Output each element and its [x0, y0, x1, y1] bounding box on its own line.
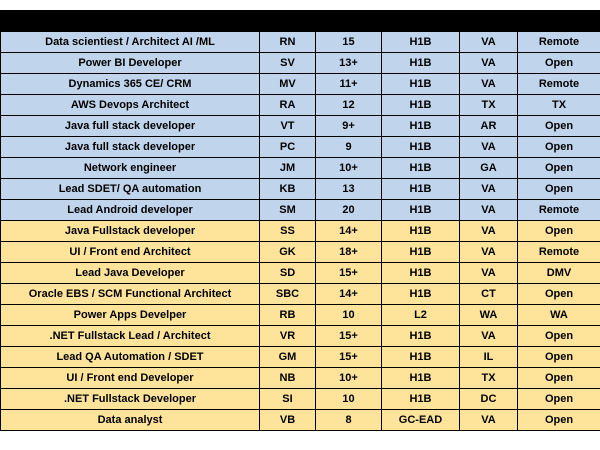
table-row: [1, 389, 600, 410]
state-cell: IL: [460, 347, 518, 368]
experience-cell: 10: [316, 305, 382, 326]
state-cell: TX: [460, 368, 518, 389]
state-cell: VA: [460, 137, 518, 158]
state-cell: VA: [460, 32, 518, 53]
visa-cell: H1B: [382, 116, 460, 137]
location-cell: Open: [518, 368, 600, 389]
table-row: [1, 95, 600, 116]
role-cell: Power BI Developer: [1, 53, 260, 74]
table-row: [1, 368, 600, 389]
state-cell: VA: [460, 53, 518, 74]
role-cell: .NET Fullstack Developer: [1, 389, 260, 410]
header-cell-visa: [382, 11, 460, 32]
location-cell: Open: [518, 326, 600, 347]
experience-cell: 10: [316, 389, 382, 410]
initials-cell: SI: [260, 389, 316, 410]
experience-cell: 15+: [316, 326, 382, 347]
state-cell: VA: [460, 242, 518, 263]
initials-cell: RB: [260, 305, 316, 326]
initials-cell: NB: [260, 368, 316, 389]
visa-cell: H1B: [382, 284, 460, 305]
initials-cell: VR: [260, 326, 316, 347]
experience-cell: 8: [316, 410, 382, 431]
initials-cell: VT: [260, 116, 316, 137]
role-cell: UI / Front end Architect: [1, 242, 260, 263]
location-cell: WA: [518, 305, 600, 326]
table-row: [1, 284, 600, 305]
state-cell: CT: [460, 284, 518, 305]
visa-cell: GC-EAD: [382, 410, 460, 431]
header-cell-location: [518, 11, 600, 32]
initials-cell: KB: [260, 179, 316, 200]
visa-cell: L2: [382, 305, 460, 326]
location-cell: Open: [518, 410, 600, 431]
table-row: [1, 53, 600, 74]
table-row: [1, 326, 600, 347]
header-cell-experience: [316, 11, 382, 32]
visa-cell: H1B: [382, 389, 460, 410]
visa-cell: H1B: [382, 32, 460, 53]
visa-cell: H1B: [382, 95, 460, 116]
candidate-table: [0, 10, 600, 431]
experience-cell: 20: [316, 200, 382, 221]
initials-cell: SV: [260, 53, 316, 74]
visa-cell: H1B: [382, 200, 460, 221]
table-row: [1, 32, 600, 53]
role-cell: Dynamics 365 CE/ CRM: [1, 74, 260, 95]
location-cell: Open: [518, 53, 600, 74]
experience-cell: 14+: [316, 221, 382, 242]
candidate-table-container: [0, 10, 600, 431]
role-cell: Power Apps Develper: [1, 305, 260, 326]
location-cell: TX: [518, 95, 600, 116]
experience-cell: 9: [316, 137, 382, 158]
visa-cell: H1B: [382, 137, 460, 158]
role-cell: Java full stack developer: [1, 116, 260, 137]
header-row: [1, 11, 600, 32]
location-cell: Open: [518, 116, 600, 137]
role-cell: Oracle EBS / SCM Functional Architect: [1, 284, 260, 305]
experience-cell: 13: [316, 179, 382, 200]
initials-cell: RA: [260, 95, 316, 116]
role-cell: Lead Android developer: [1, 200, 260, 221]
initials-cell: VB: [260, 410, 316, 431]
initials-cell: MV: [260, 74, 316, 95]
state-cell: VA: [460, 263, 518, 284]
initials-cell: PC: [260, 137, 316, 158]
role-cell: UI / Front end Developer: [1, 368, 260, 389]
table-row: [1, 200, 600, 221]
initials-cell: RN: [260, 32, 316, 53]
table-row: [1, 347, 600, 368]
initials-cell: GK: [260, 242, 316, 263]
table-row: [1, 305, 600, 326]
experience-cell: 14+: [316, 284, 382, 305]
table-row: [1, 137, 600, 158]
state-cell: VA: [460, 74, 518, 95]
location-cell: Open: [518, 347, 600, 368]
visa-cell: H1B: [382, 74, 460, 95]
experience-cell: 9+: [316, 116, 382, 137]
experience-cell: 15: [316, 32, 382, 53]
role-cell: .NET Fullstack Lead / Architect: [1, 326, 260, 347]
state-cell: VA: [460, 179, 518, 200]
visa-cell: H1B: [382, 242, 460, 263]
experience-cell: 10+: [316, 158, 382, 179]
location-cell: DMV: [518, 263, 600, 284]
location-cell: Remote: [518, 74, 600, 95]
visa-cell: H1B: [382, 221, 460, 242]
experience-cell: 18+: [316, 242, 382, 263]
visa-cell: H1B: [382, 326, 460, 347]
experience-cell: 13+: [316, 53, 382, 74]
visa-cell: H1B: [382, 158, 460, 179]
state-cell: VA: [460, 326, 518, 347]
visa-cell: H1B: [382, 368, 460, 389]
experience-cell: 12: [316, 95, 382, 116]
table-row: [1, 410, 600, 431]
location-cell: Open: [518, 137, 600, 158]
location-cell: Remote: [518, 242, 600, 263]
initials-cell: GM: [260, 347, 316, 368]
table-body: [1, 32, 600, 431]
state-cell: GA: [460, 158, 518, 179]
role-cell: Lead QA Automation / SDET: [1, 347, 260, 368]
visa-cell: H1B: [382, 179, 460, 200]
role-cell: Lead Java Developer: [1, 263, 260, 284]
role-cell: Lead SDET/ QA automation: [1, 179, 260, 200]
experience-cell: 11+: [316, 74, 382, 95]
location-cell: Open: [518, 284, 600, 305]
header-cell-role: [1, 11, 260, 32]
state-cell: VA: [460, 200, 518, 221]
state-cell: AR: [460, 116, 518, 137]
initials-cell: SD: [260, 263, 316, 284]
visa-cell: H1B: [382, 53, 460, 74]
experience-cell: 10+: [316, 368, 382, 389]
header-cell-state: [460, 11, 518, 32]
table-row: [1, 116, 600, 137]
initials-cell: SS: [260, 221, 316, 242]
location-cell: Remote: [518, 200, 600, 221]
role-cell: AWS Devops Architect: [1, 95, 260, 116]
initials-cell: SM: [260, 200, 316, 221]
role-cell: Data scientiest / Architect AI /ML: [1, 32, 260, 53]
visa-cell: H1B: [382, 347, 460, 368]
table-row: [1, 221, 600, 242]
role-cell: Network engineer: [1, 158, 260, 179]
table-row: [1, 242, 600, 263]
state-cell: TX: [460, 95, 518, 116]
table-row: [1, 179, 600, 200]
header-cell-initials: [260, 11, 316, 32]
visa-cell: H1B: [382, 263, 460, 284]
location-cell: Open: [518, 158, 600, 179]
location-cell: Open: [518, 221, 600, 242]
state-cell: VA: [460, 410, 518, 431]
state-cell: VA: [460, 221, 518, 242]
role-cell: Java full stack developer: [1, 137, 260, 158]
role-cell: Data analyst: [1, 410, 260, 431]
location-cell: Open: [518, 179, 600, 200]
role-cell: Java Fullstack developer: [1, 221, 260, 242]
experience-cell: 15+: [316, 347, 382, 368]
state-cell: WA: [460, 305, 518, 326]
table-row: [1, 158, 600, 179]
location-cell: Open: [518, 389, 600, 410]
location-cell: Remote: [518, 32, 600, 53]
table-row: [1, 263, 600, 284]
initials-cell: JM: [260, 158, 316, 179]
state-cell: DC: [460, 389, 518, 410]
initials-cell: SBC: [260, 284, 316, 305]
experience-cell: 15+: [316, 263, 382, 284]
table-row: [1, 74, 600, 95]
